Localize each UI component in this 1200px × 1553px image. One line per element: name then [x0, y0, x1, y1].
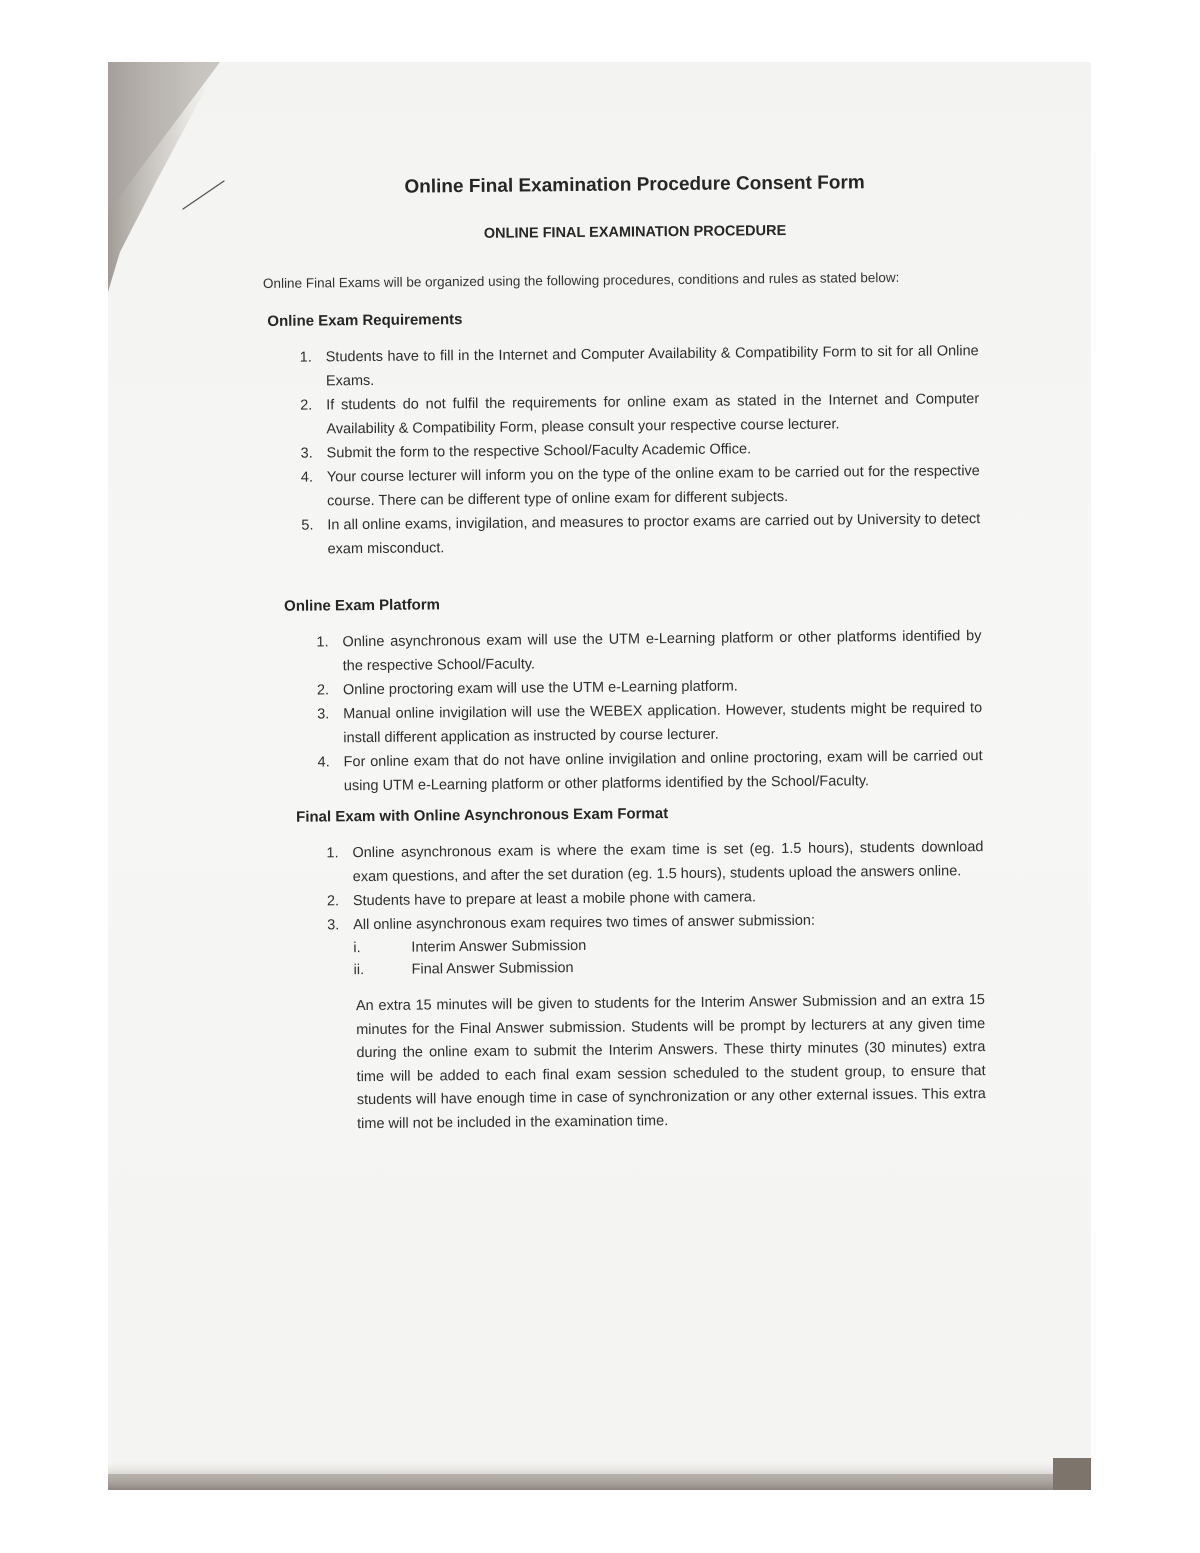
sub-item-text: Final Answer Submission	[411, 960, 574, 978]
section-heading: Online Exam Requirements	[267, 311, 463, 330]
item-number: 3.	[317, 706, 330, 723]
list-item	[299, 339, 979, 393]
sub-item-number: ii.	[353, 962, 365, 979]
sub-item-number: i.	[353, 940, 361, 957]
item-number: 1.	[299, 349, 312, 366]
list-item	[317, 696, 983, 750]
intro-text: Online Final Exams will be organized using the following procedures, conditions and rules as stated below:	[262, 269, 900, 291]
item-number: 2.	[326, 893, 340, 910]
item-text: Students have to fill in the Internet and Computer Availability & Compatibility Form to sit for all Online Exams.	[325, 343, 979, 390]
item-number: 4.	[300, 469, 314, 486]
item-number: 2.	[300, 397, 313, 414]
sub-list-item	[354, 953, 985, 981]
section-exam-requirements	[263, 306, 980, 562]
section-asynchronous-format	[292, 802, 986, 1137]
item-text: Online asynchronous exam will use the UTM e-Learning platform or other platforms identified by the respective School/Faculty.	[342, 628, 982, 675]
list-item	[300, 459, 980, 513]
item-number: 2.	[316, 682, 330, 699]
form-title: Online Final Examination Procedure Consent Form	[404, 172, 865, 198]
item-text: In all online exams, invigilation, and measures to proctor exams are carried out by University to detect exam misconduct.	[327, 511, 981, 558]
item-number: 1.	[326, 845, 339, 862]
item-number: 1.	[316, 634, 329, 651]
list-item	[300, 387, 980, 441]
list-item	[326, 835, 984, 889]
list-item	[317, 744, 983, 798]
item-number: 3.	[300, 445, 313, 462]
sub-item-text: Interim Answer Submission	[411, 937, 587, 956]
procedure-title: ONLINE FINAL EXAMINATION PROCEDURE	[483, 222, 787, 242]
document-content	[262, 171, 986, 1137]
section-heading: Final Exam with Online Asynchronous Exam Format	[296, 805, 669, 826]
extra-time-paragraph: An extra 15 minutes will be given to students for the Interim Answer Submission and an extra 15 minutes for the Final Answer submission. Students will be prompt by lecturers at any given time during the online exam to submit the Interim Answers. These thirty minutes (30 minutes) extra time will be added to each final exam session scheduled to the student group, to ensure that students will have enough time in case of synchronization or any other external issues. This extra time will not be included in the examination time.	[355, 992, 986, 1132]
item-text: All online asynchronous exam requires two times of answer submission:	[353, 912, 816, 934]
list-item	[301, 507, 981, 561]
item-text: If students do not fulfil the requirements for online exam as stated in the Internet and Computer Availability & Compatibility Form, please consult your respective course lecturer.	[326, 391, 980, 438]
item-text: Students have to prepare at least a mobile phone with camera.	[352, 889, 757, 910]
item-number: 3.	[327, 917, 340, 934]
item-text: For online exam that do not have online invigilation and online proctoring, exam will be carried out using UTM e-Learning platform or other platforms identified by the School/Faculty.	[343, 748, 983, 795]
list-item	[316, 624, 982, 678]
platform-list	[280, 624, 983, 799]
item-text: Online asynchronous exam is where the exam time is set (eg. 1.5 hours), students download exam questions, and after the set duration (eg. 1.5 hours), students upload the answers online.	[352, 839, 984, 886]
pen-tick-mark	[180, 178, 228, 212]
section-heading: Online Exam Platform	[284, 596, 441, 615]
submission-sub-list	[353, 931, 984, 981]
item-text: Online proctoring exam will use the UTM e-Learning platform.	[342, 678, 738, 699]
asynchronous-list	[292, 835, 984, 938]
section-exam-platform	[280, 591, 983, 799]
requirements-list	[264, 339, 981, 562]
item-text: Manual online invigilation will use the WEBEX application. However, students might be required to install different application as instructed by course lecturer.	[343, 700, 983, 747]
item-text: Your course lecturer will inform you on the type of the online exam to be carried out for the respective course. There can be different type of online exam for different subjects.	[326, 463, 980, 510]
item-text: Submit the form to the respective School/Faculty Academic Office.	[326, 441, 752, 462]
item-number: 5.	[301, 517, 314, 534]
item-number: 4.	[317, 754, 330, 771]
